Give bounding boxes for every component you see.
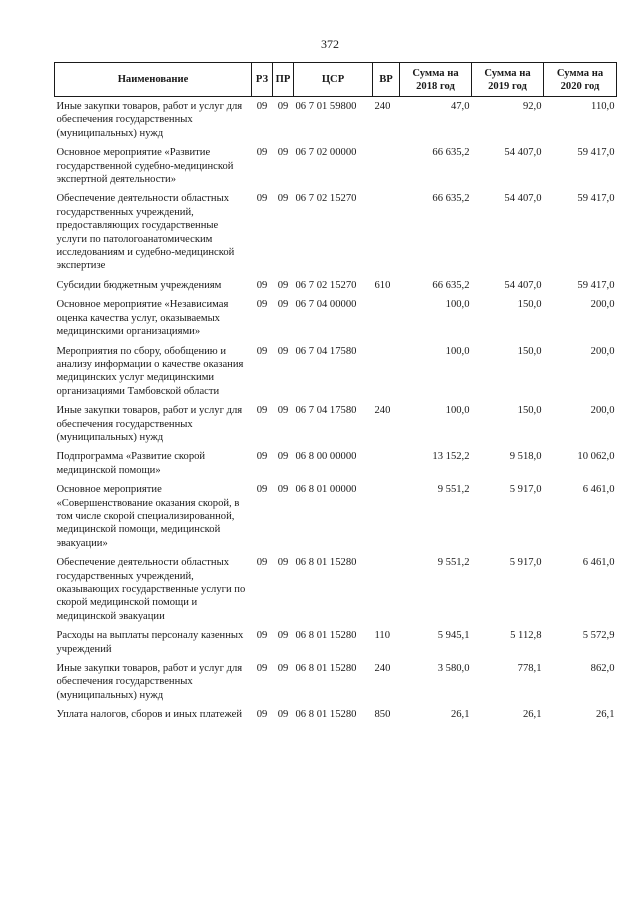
row-pr-cell: 09 <box>277 709 289 721</box>
header-pr: ПР <box>273 63 294 97</box>
row-vr-cell <box>373 143 400 189</box>
row-rz-cell: 09 <box>256 101 268 112</box>
row-vr-cell <box>373 295 400 341</box>
row-sum-2019-cell: 54 407,0 <box>504 147 542 159</box>
row-sum-2018-cell: 5 945,1 <box>437 630 470 642</box>
row-sum-2018-cell: 66 635,2 <box>432 193 470 205</box>
table-row <box>55 705 617 724</box>
row-csr-cell: 06 7 02 15270 <box>295 193 357 205</box>
row-rz-cell: 09 <box>256 709 268 721</box>
page-number: 372 <box>321 37 339 51</box>
row-sum-2020-cell: 59 417,0 <box>577 279 615 291</box>
row-sum-2018-cell: 66 635,2 <box>432 279 470 291</box>
row-sum-2020-cell: 59 417,0 <box>577 193 615 205</box>
row-csr-cell: 06 8 01 00000 <box>295 484 357 496</box>
row-name-cell: Иные закупки товаров, работ и услуг для обеспечения государственных (муниципальных) нужд <box>56 101 243 139</box>
table-row <box>55 342 617 402</box>
row-name-cell: Основное мероприятие «Независимая оценка качества услуг, оказываемых медицинскими организациями» <box>56 299 229 338</box>
row-sum-2020-cell: 200,0 <box>590 405 615 417</box>
row-csr-cell: 06 8 01 15280 <box>295 630 357 642</box>
header-csr: ЦСР <box>294 63 373 97</box>
row-sum-2020-cell: 10 062,0 <box>577 451 615 463</box>
row-sum-2019-cell: 5 917,0 <box>509 557 542 569</box>
row-sum-2019-cell: 150,0 <box>517 345 542 357</box>
header-sum-2020: Сумма на 2020 год <box>544 63 617 97</box>
row-sum-2019-cell: 150,0 <box>517 299 542 311</box>
row-sum-2020-cell: 26,1 <box>595 709 615 721</box>
row-csr-cell: 06 8 00 00000 <box>295 451 357 463</box>
row-csr-cell: 06 7 02 00000 <box>295 147 357 159</box>
row-name-cell: Иные закупки товаров, работ и услуг для обеспечения государственных (муниципальных) нужд <box>56 405 243 443</box>
table-row <box>55 295 617 341</box>
row-sum-2018-cell: 47,0 <box>450 101 470 112</box>
table-row <box>55 626 617 659</box>
row-csr-cell: 06 7 01 59800 <box>295 101 357 112</box>
row-rz-cell: 09 <box>256 663 268 675</box>
row-vr-cell: 240 <box>374 663 391 675</box>
row-sum-2019-cell: 5 112,8 <box>510 630 542 642</box>
row-sum-2018-cell: 100,0 <box>445 299 470 311</box>
table-row <box>55 143 617 189</box>
row-pr-cell: 09 <box>277 630 289 642</box>
row-sum-2020-cell: 6 461,0 <box>582 557 615 569</box>
row-pr-cell: 09 <box>277 101 289 112</box>
table-row <box>55 97 617 144</box>
row-sum-2020-cell: 110,0 <box>591 101 615 112</box>
row-vr-cell: 850 <box>374 709 391 721</box>
row-pr-cell: 09 <box>277 345 289 357</box>
row-pr-cell: 09 <box>277 451 289 463</box>
header-sum-2019: Сумма на 2019 год <box>472 63 544 97</box>
row-csr-cell: 06 8 01 15280 <box>295 663 357 675</box>
row-rz-cell: 09 <box>256 484 268 496</box>
header-sum-2018: Сумма на 2018 год <box>400 63 472 97</box>
row-sum-2019-cell: 54 407,0 <box>504 279 542 291</box>
header-rz: РЗ <box>252 63 273 97</box>
header-vr: ВР <box>373 63 400 97</box>
row-sum-2018-cell: 100,0 <box>445 405 470 417</box>
table-header-row <box>55 63 617 97</box>
row-sum-2018-cell: 13 152,2 <box>432 451 470 463</box>
row-vr-cell: 240 <box>374 405 391 417</box>
row-name-cell: Мероприятия по сбору, обобщению и анализу информации о качестве оказания медицинских услуг медицинскими организациями Тамбовской области <box>56 345 244 397</box>
row-sum-2020-cell: 59 417,0 <box>577 147 615 159</box>
row-name-cell: Обеспечение деятельности областных государственных учреждений, оказывающих государственные услуги по скорой медицинской помощи и медицинской эвакуации <box>56 557 246 622</box>
table-row <box>55 659 617 705</box>
row-sum-2019-cell: 54 407,0 <box>504 193 542 205</box>
row-name-cell: Уплата налогов, сборов и иных платежей <box>56 709 243 721</box>
row-vr-cell <box>373 447 400 480</box>
row-sum-2019-cell: 92,0 <box>522 101 542 112</box>
row-vr-cell <box>373 342 400 402</box>
row-vr-cell <box>373 480 400 553</box>
row-rz-cell: 09 <box>256 557 268 569</box>
row-sum-2019-cell: 5 917,0 <box>509 484 542 496</box>
row-vr-cell <box>373 553 400 626</box>
row-rz-cell: 09 <box>256 405 268 417</box>
row-sum-2018-cell: 26,1 <box>450 709 470 721</box>
table-row <box>55 447 617 480</box>
row-csr-cell: 06 7 04 00000 <box>295 299 357 311</box>
table-row <box>55 553 617 626</box>
row-sum-2020-cell: 200,0 <box>590 299 615 311</box>
row-vr-cell: 110 <box>374 630 390 642</box>
table-row <box>55 276 617 295</box>
header-name: Наименование <box>55 63 252 97</box>
row-sum-2018-cell: 9 551,2 <box>437 484 470 496</box>
row-pr-cell: 09 <box>277 557 289 569</box>
row-csr-cell: 06 8 01 15280 <box>295 557 357 569</box>
row-rz-cell: 09 <box>256 193 268 205</box>
row-name-cell: Подпрограмма «Развитие скорой медицинской помощи» <box>56 451 206 476</box>
row-pr-cell: 09 <box>277 405 289 417</box>
row-sum-2018-cell: 100,0 <box>445 345 470 357</box>
table-row <box>55 401 617 447</box>
row-name-cell: Основное мероприятие «Развитие государственной судебно-медицинской экспертной деятельности» <box>56 147 234 186</box>
row-name-cell: Основное мероприятие «Совершенствование оказания скорой, в том числе скорой специализированной, медицинской помощи, медицинской эвакуации» <box>56 484 240 549</box>
row-vr-cell: 610 <box>374 279 391 291</box>
row-sum-2019-cell: 778,1 <box>517 663 542 675</box>
row-sum-2020-cell: 862,0 <box>590 663 615 675</box>
table-row <box>55 480 617 553</box>
row-pr-cell: 09 <box>277 663 289 675</box>
row-vr-cell: 240 <box>374 101 391 112</box>
row-sum-2019-cell: 9 518,0 <box>509 451 542 463</box>
row-sum-2018-cell: 9 551,2 <box>437 557 470 569</box>
row-name-cell: Субсидии бюджетным учреждениям <box>56 279 222 291</box>
row-csr-cell: 06 7 02 15270 <box>295 279 357 291</box>
table-row <box>55 189 617 275</box>
row-name-cell: Обеспечение деятельности областных государственных учреждений, предоставляющих государственные услуги по патологоанатомическим исследованиям и судебно-медицинской экспертизе <box>56 193 235 272</box>
row-csr-cell: 06 8 01 15280 <box>295 709 357 721</box>
row-sum-2020-cell: 200,0 <box>590 345 615 357</box>
row-pr-cell: 09 <box>277 147 289 159</box>
row-sum-2020-cell: 6 461,0 <box>582 484 615 496</box>
row-csr-cell: 06 7 04 17580 <box>295 405 357 417</box>
budget-table <box>54 62 617 725</box>
row-rz-cell: 09 <box>256 279 268 291</box>
row-pr-cell: 09 <box>277 279 289 291</box>
row-pr-cell: 09 <box>277 193 289 205</box>
row-rz-cell: 09 <box>256 345 268 357</box>
row-sum-2018-cell: 66 635,2 <box>432 147 470 159</box>
row-pr-cell: 09 <box>277 299 289 311</box>
row-csr-cell: 06 7 04 17580 <box>295 345 357 357</box>
table-body <box>55 97 617 725</box>
row-rz-cell: 09 <box>256 147 268 159</box>
row-name-cell: Расходы на выплаты персоналу казенных учреждений <box>56 630 244 655</box>
row-rz-cell: 09 <box>256 299 268 311</box>
row-name-cell: Иные закупки товаров, работ и услуг для обеспечения государственных (муниципальных) нужд <box>56 663 243 701</box>
row-rz-cell: 09 <box>256 630 268 642</box>
row-pr-cell: 09 <box>277 484 289 496</box>
row-vr-cell <box>373 189 400 275</box>
row-sum-2019-cell: 26,1 <box>522 709 542 721</box>
row-rz-cell: 09 <box>256 451 268 463</box>
row-sum-2020-cell: 5 572,9 <box>582 630 615 642</box>
row-sum-2019-cell: 150,0 <box>517 405 542 417</box>
row-sum-2018-cell: 3 580,0 <box>437 663 470 675</box>
